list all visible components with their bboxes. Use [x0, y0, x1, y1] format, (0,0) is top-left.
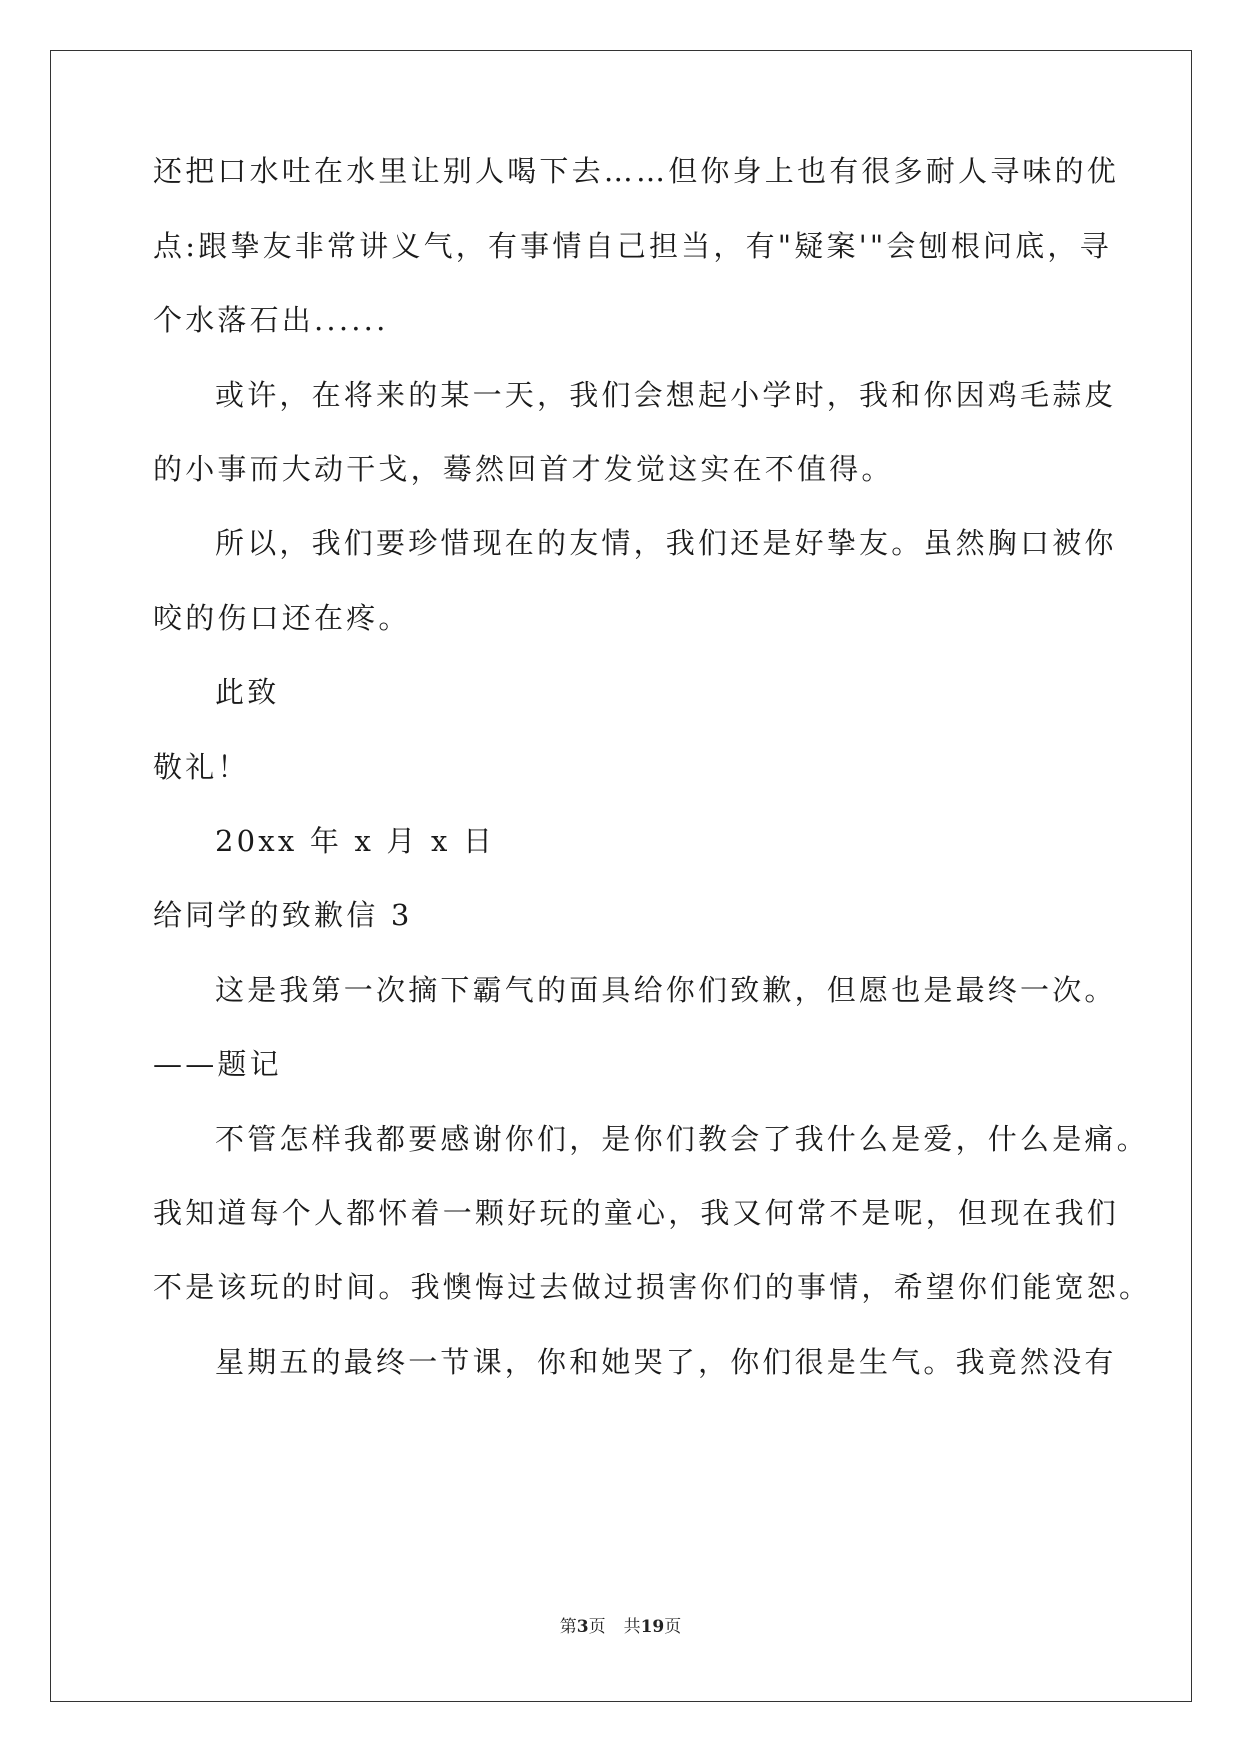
footer-prefix: 第 — [559, 1617, 577, 1637]
body-line-3: 个水落石出...... — [153, 303, 389, 337]
body-line-2: 点:跟挚友非常讲义气，有事情自己担当，有"疑案'"会刨根问底，寻 — [153, 229, 1112, 263]
closing-salutation: 此致 — [215, 675, 280, 709]
letter-date: 20xx 年 x 月 x 日 — [215, 824, 496, 858]
epigraph-label: ——题记 — [153, 1047, 282, 1081]
body-line-6: 所以，我们要珍惜现在的友情，我们还是好挚友。虽然胸口被你 — [215, 526, 1117, 560]
body-line-15: 我知道每个人都怀着一颗好玩的童心，我又何常不是呢，但现在我们 — [153, 1196, 1120, 1230]
body-line-12: 这是我第一次摘下霸气的面具给你们致歉，但愿也是最终一次。 — [215, 973, 1117, 1007]
closing-respect: 敬礼！ — [153, 750, 250, 784]
body-line-7: 咬的伤口还在疼。 — [153, 601, 411, 635]
body-line-4: 或许，在将来的某一天，我们会想起小学时，我和你因鸡毛蒜皮 — [215, 378, 1117, 412]
body-line-14: 不管怎样我都要感谢你们，是你们教会了我什么是爱，什么是痛。 — [215, 1122, 1149, 1156]
body-line-5: 的小事而大动干戈，蓦然回首才发觉这实在不值得。 — [153, 452, 894, 486]
footer-page-suffix: 页 — [588, 1617, 606, 1637]
current-page-number: 3 — [576, 1617, 589, 1637]
body-line-16: 不是该玩的时间。我懊悔过去做过损害你们的事情，希望你们能宽恕。 — [153, 1270, 1152, 1304]
page-frame — [50, 50, 1192, 1702]
body-line-1: 还把口水吐在水里让别人喝下去……但你身上也有很多耐人寻味的优 — [153, 154, 1120, 188]
page-footer — [0, 1616, 1241, 1638]
body-line-17: 星期五的最终一节课，你和她哭了，你们很是生气。我竟然没有 — [215, 1345, 1117, 1379]
footer-total-prefix: 共 — [623, 1617, 641, 1637]
total-page-number: 19 — [640, 1617, 665, 1637]
footer-total-suffix: 页 — [664, 1617, 682, 1637]
section-heading: 给同学的致歉信 3 — [153, 898, 413, 932]
